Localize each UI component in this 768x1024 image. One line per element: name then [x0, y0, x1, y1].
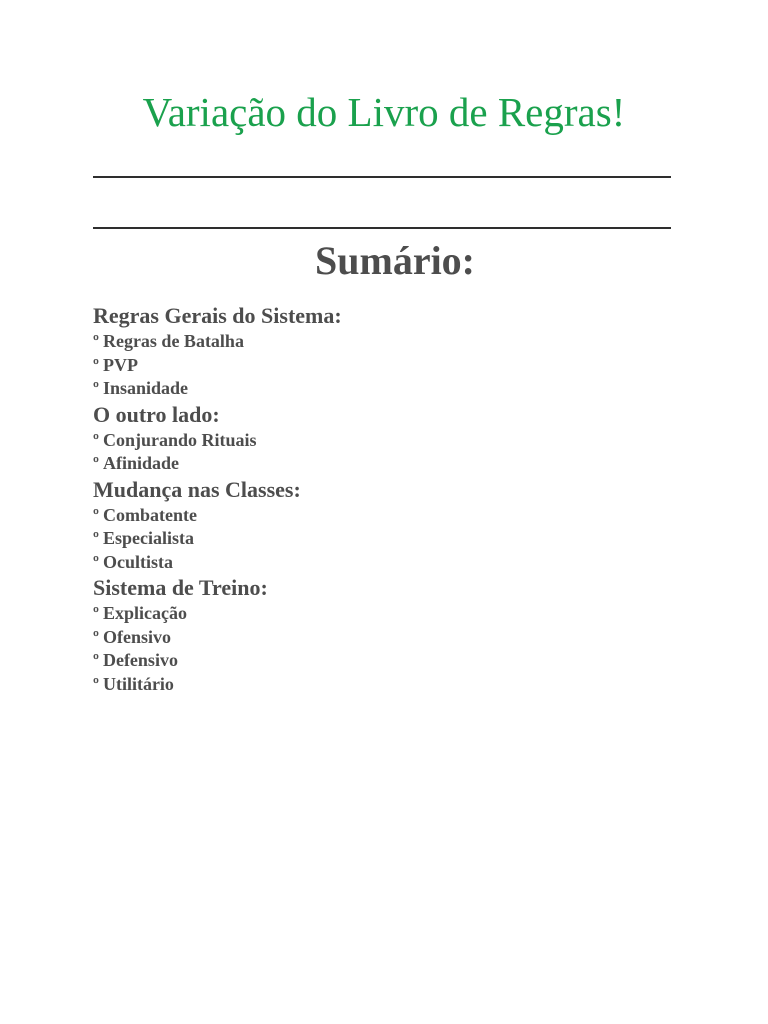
toc-item-label: Defensivo — [102, 650, 178, 670]
bullet-marker: º — [93, 551, 99, 572]
bullet-marker: º — [93, 453, 99, 473]
section-heading: Mudança nas Classes: — [93, 476, 301, 502]
horizontal-rule-bottom — [93, 227, 671, 229]
toc-item-label: Explicação — [102, 603, 187, 623]
toc-section — [93, 574, 693, 696]
toc-item — [93, 551, 693, 575]
document-title: Variação do Livro de Regras! — [142, 89, 626, 135]
toc-item-label: Combatente — [102, 504, 197, 525]
section-heading: Regras Gerais do Sistema: — [93, 303, 342, 328]
toc-item-label: Regras de Batalha — [102, 331, 244, 351]
toc-section — [93, 302, 693, 401]
toc-section — [93, 476, 693, 575]
toc-item — [93, 330, 693, 354]
toc-item — [93, 429, 693, 453]
toc-item-label: Utilitário — [102, 673, 174, 694]
toc-item-label: PVP — [102, 354, 138, 375]
toc-item — [93, 626, 693, 650]
toc-item — [93, 504, 693, 528]
toc-item — [93, 649, 693, 673]
toc-item-label: Especialista — [102, 528, 194, 548]
toc-item — [93, 377, 693, 401]
table-of-contents — [93, 302, 693, 696]
toc-item-label: Ocultista — [102, 551, 173, 572]
bullet-marker: º — [93, 673, 99, 694]
section-heading: Sistema de Treino: — [93, 575, 268, 600]
bullet-marker: º — [93, 378, 99, 398]
summary-title: Sumário: — [315, 238, 475, 283]
toc-item — [93, 602, 693, 626]
bullet-marker: º — [93, 528, 99, 548]
bullet-marker: º — [93, 331, 99, 351]
bullet-marker: º — [93, 650, 99, 670]
toc-item-label: Conjurando Rituais — [102, 429, 257, 450]
horizontal-rule-top — [93, 176, 671, 178]
toc-item — [93, 452, 693, 476]
toc-item — [93, 527, 693, 551]
toc-item-label: Afinidade — [102, 453, 179, 473]
bullet-marker: º — [93, 626, 99, 647]
section-heading: O outro lado: — [93, 401, 220, 427]
toc-item-label: Ofensivo — [102, 626, 171, 647]
toc-item — [93, 354, 693, 378]
toc-section — [93, 401, 693, 476]
bullet-marker: º — [93, 354, 99, 375]
bullet-marker: º — [93, 504, 99, 525]
toc-item-label: Insanidade — [102, 378, 188, 398]
bullet-marker: º — [93, 603, 99, 623]
bullet-marker: º — [93, 429, 99, 450]
toc-item — [93, 673, 693, 697]
